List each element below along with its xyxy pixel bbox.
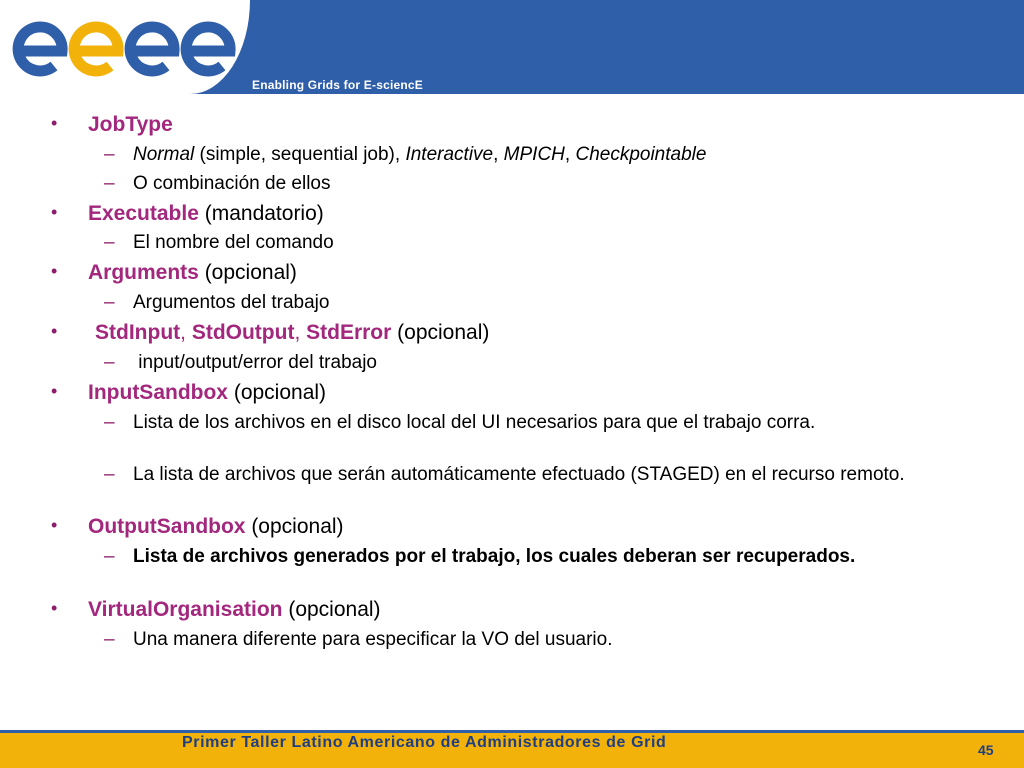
bullet-icon: • bbox=[51, 261, 58, 281]
bullet-icon: • bbox=[51, 381, 58, 401]
dash-icon: – bbox=[104, 232, 115, 253]
page-number: 45 bbox=[978, 742, 994, 758]
footer-divider bbox=[0, 730, 1024, 733]
dash-icon: – bbox=[104, 629, 115, 650]
bullet-icon: • bbox=[51, 202, 58, 222]
text: (simple, sequential job), bbox=[194, 144, 406, 165]
separator: , bbox=[294, 321, 307, 344]
dash-icon: – bbox=[104, 292, 115, 313]
dash-icon: – bbox=[104, 546, 115, 567]
dash-icon: – bbox=[104, 412, 115, 433]
keyword: Executable bbox=[88, 202, 199, 225]
qualifier: (opcional) bbox=[282, 598, 381, 621]
sub-item-text: El nombre del comando bbox=[133, 232, 334, 253]
sub-item-text: Argumentos del trabajo bbox=[133, 292, 330, 313]
qualifier: (opcional) bbox=[198, 261, 297, 284]
sub-item-text: Lista de los archivos en el disco local del UI necesarios para que el trabajo corra. bbox=[133, 412, 816, 433]
sub-item-text: La lista de archivos que serán automáticamente efectuado (STAGED) en el recurso remoto. bbox=[133, 464, 905, 485]
footer-title: Primer Taller Latino Americano de Administradores de Grid bbox=[182, 734, 667, 751]
keyword: Arguments bbox=[88, 261, 199, 284]
qualifier: (opcional) bbox=[391, 321, 490, 344]
qualifier: (mandatorio) bbox=[198, 202, 324, 225]
dash-icon: – bbox=[104, 352, 115, 373]
keyword: VirtualOrganisation bbox=[88, 598, 283, 621]
keyword: StdError bbox=[306, 321, 392, 344]
keyword: JobType bbox=[88, 113, 173, 136]
sub-item-text: O combinación de ellos bbox=[133, 173, 331, 194]
qualifier: (opcional) bbox=[228, 381, 327, 404]
separator: , bbox=[180, 321, 192, 344]
bullet-icon: • bbox=[51, 598, 58, 618]
keyword: StdInput bbox=[95, 321, 181, 344]
term-mpich: MPICH bbox=[503, 144, 565, 165]
text: , bbox=[493, 144, 504, 165]
bullet-icon: • bbox=[51, 321, 58, 341]
keyword: OutputSandbox bbox=[88, 515, 246, 538]
bullet-icon: • bbox=[51, 515, 58, 535]
keyword: StdOutput bbox=[191, 321, 295, 344]
keyword: InputSandbox bbox=[88, 381, 228, 404]
tagline: Enabling Grids for E-sciencE bbox=[252, 78, 423, 92]
text: , bbox=[564, 144, 576, 165]
term-checkpointable: Checkpointable bbox=[575, 144, 707, 165]
dash-icon: – bbox=[104, 144, 115, 165]
term-interactive: Interactive bbox=[405, 144, 494, 165]
dash-icon: – bbox=[104, 173, 115, 194]
sub-item-text: Una manera diferente para especificar la VO del usuario. bbox=[133, 629, 613, 650]
term-normal: Normal bbox=[133, 144, 195, 165]
sub-item-text: Lista de archivos generados por el trabajo, los cuales deberan ser recuperados. bbox=[133, 546, 856, 567]
dash-icon: – bbox=[104, 464, 115, 485]
sub-item-text: input/output/error del trabajo bbox=[133, 352, 377, 373]
qualifier: (opcional) bbox=[245, 515, 344, 538]
footer-bar bbox=[0, 730, 1024, 768]
bullet-icon: • bbox=[51, 113, 58, 133]
